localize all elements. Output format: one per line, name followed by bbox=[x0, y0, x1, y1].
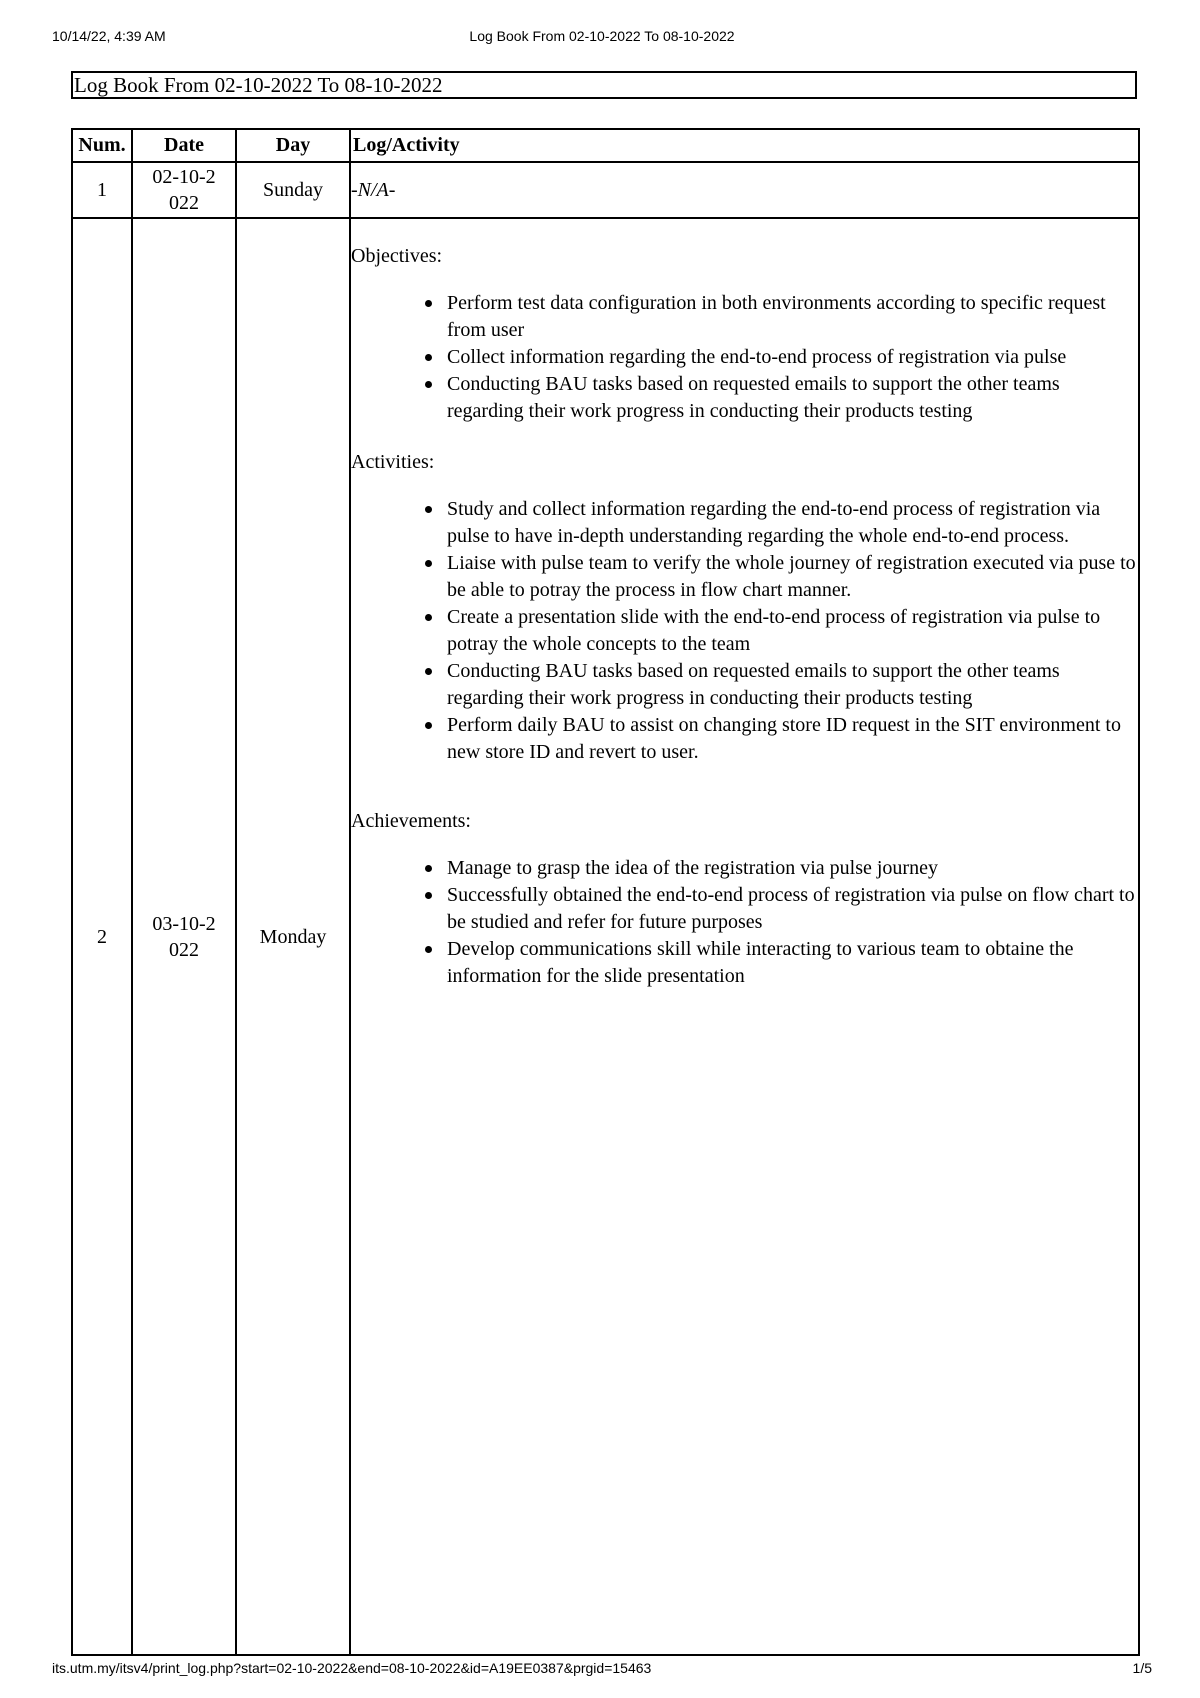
spacer bbox=[351, 766, 1138, 784]
cell-log bbox=[350, 218, 1139, 1655]
activities-list bbox=[351, 496, 1138, 766]
header-log-activity: Log/Activity bbox=[350, 129, 1139, 162]
print-url: its.utm.my/itsv4/print_log.php?start=02-10-2022&end=08-10-2022&id=A19EE0387&prgid=15463 bbox=[52, 1660, 652, 1676]
date-text: 03-10-2022 bbox=[152, 912, 216, 961]
list-item: Manage to grasp the idea of the registration via pulse journey bbox=[447, 855, 1138, 882]
list-item: Develop communications skill while interacting to various team to obtaine the information for the slide presentation bbox=[447, 936, 1138, 990]
objectives-list bbox=[351, 290, 1138, 425]
document-title: Log Book From 02-10-2022 To 08-10-2022 bbox=[71, 71, 1137, 99]
list-item: Conducting BAU tasks based on requested emails to support the other teams regarding their work progress in conducting their products testing bbox=[447, 371, 1138, 425]
list-item: Collect information regarding the end-to-end process of registration via pulse bbox=[447, 344, 1138, 371]
header-day: Day bbox=[236, 129, 350, 162]
print-page-title: Log Book From 02-10-2022 To 08-10-2022 bbox=[469, 28, 735, 44]
table-row bbox=[72, 162, 1139, 218]
cell-date bbox=[132, 162, 236, 218]
list-item: Liaise with pulse team to verify the whole journey of registration executed via puse to be able to potray the process in flow chart manner. bbox=[447, 550, 1138, 604]
header-date: Date bbox=[132, 129, 236, 162]
page-number: 1/5 bbox=[1132, 1660, 1152, 1676]
list-item: Study and collect information regarding the end-to-end process of registration via pulse to have in-depth understanding regarding the whole end-to-end process. bbox=[447, 496, 1138, 550]
print-footer bbox=[52, 1660, 1152, 1680]
cell-num: 2 bbox=[72, 218, 132, 1655]
objectives-label: Objectives: bbox=[351, 245, 443, 267]
list-item: Perform daily BAU to assist on changing store ID request in the SIT environment to new store ID and revert to user. bbox=[447, 712, 1138, 766]
achievements-list bbox=[351, 855, 1138, 990]
print-header bbox=[52, 28, 1152, 48]
achievements-label: Achievements: bbox=[351, 810, 471, 832]
log-table bbox=[71, 128, 1140, 1656]
cell-day: Monday bbox=[236, 218, 350, 1655]
date-text: 02-10-2022 bbox=[152, 166, 216, 214]
list-item: Perform test data configuration in both environments according to specific request from user bbox=[447, 290, 1138, 344]
cell-log: -N/A- bbox=[350, 162, 1139, 218]
list-item: Successfully obtained the end-to-end process of registration via pulse on flow chart to be studied and refer for future purposes bbox=[447, 882, 1138, 936]
table-header-row bbox=[72, 129, 1139, 162]
list-item: Conducting BAU tasks based on requested emails to support the other teams regarding their work progress in conducting their products testing bbox=[447, 658, 1138, 712]
cell-date bbox=[132, 218, 236, 1655]
list-item: Create a presentation slide with the end-to-end process of registration via pulse to potray the whole concepts to the team bbox=[447, 604, 1138, 658]
cell-day: Sunday bbox=[236, 162, 350, 218]
table-row bbox=[72, 218, 1139, 1655]
activities-label: Activities: bbox=[351, 451, 435, 473]
header-num: Num. bbox=[72, 129, 132, 162]
print-datetime: 10/14/22, 4:39 AM bbox=[52, 28, 166, 44]
cell-num: 1 bbox=[72, 162, 132, 218]
